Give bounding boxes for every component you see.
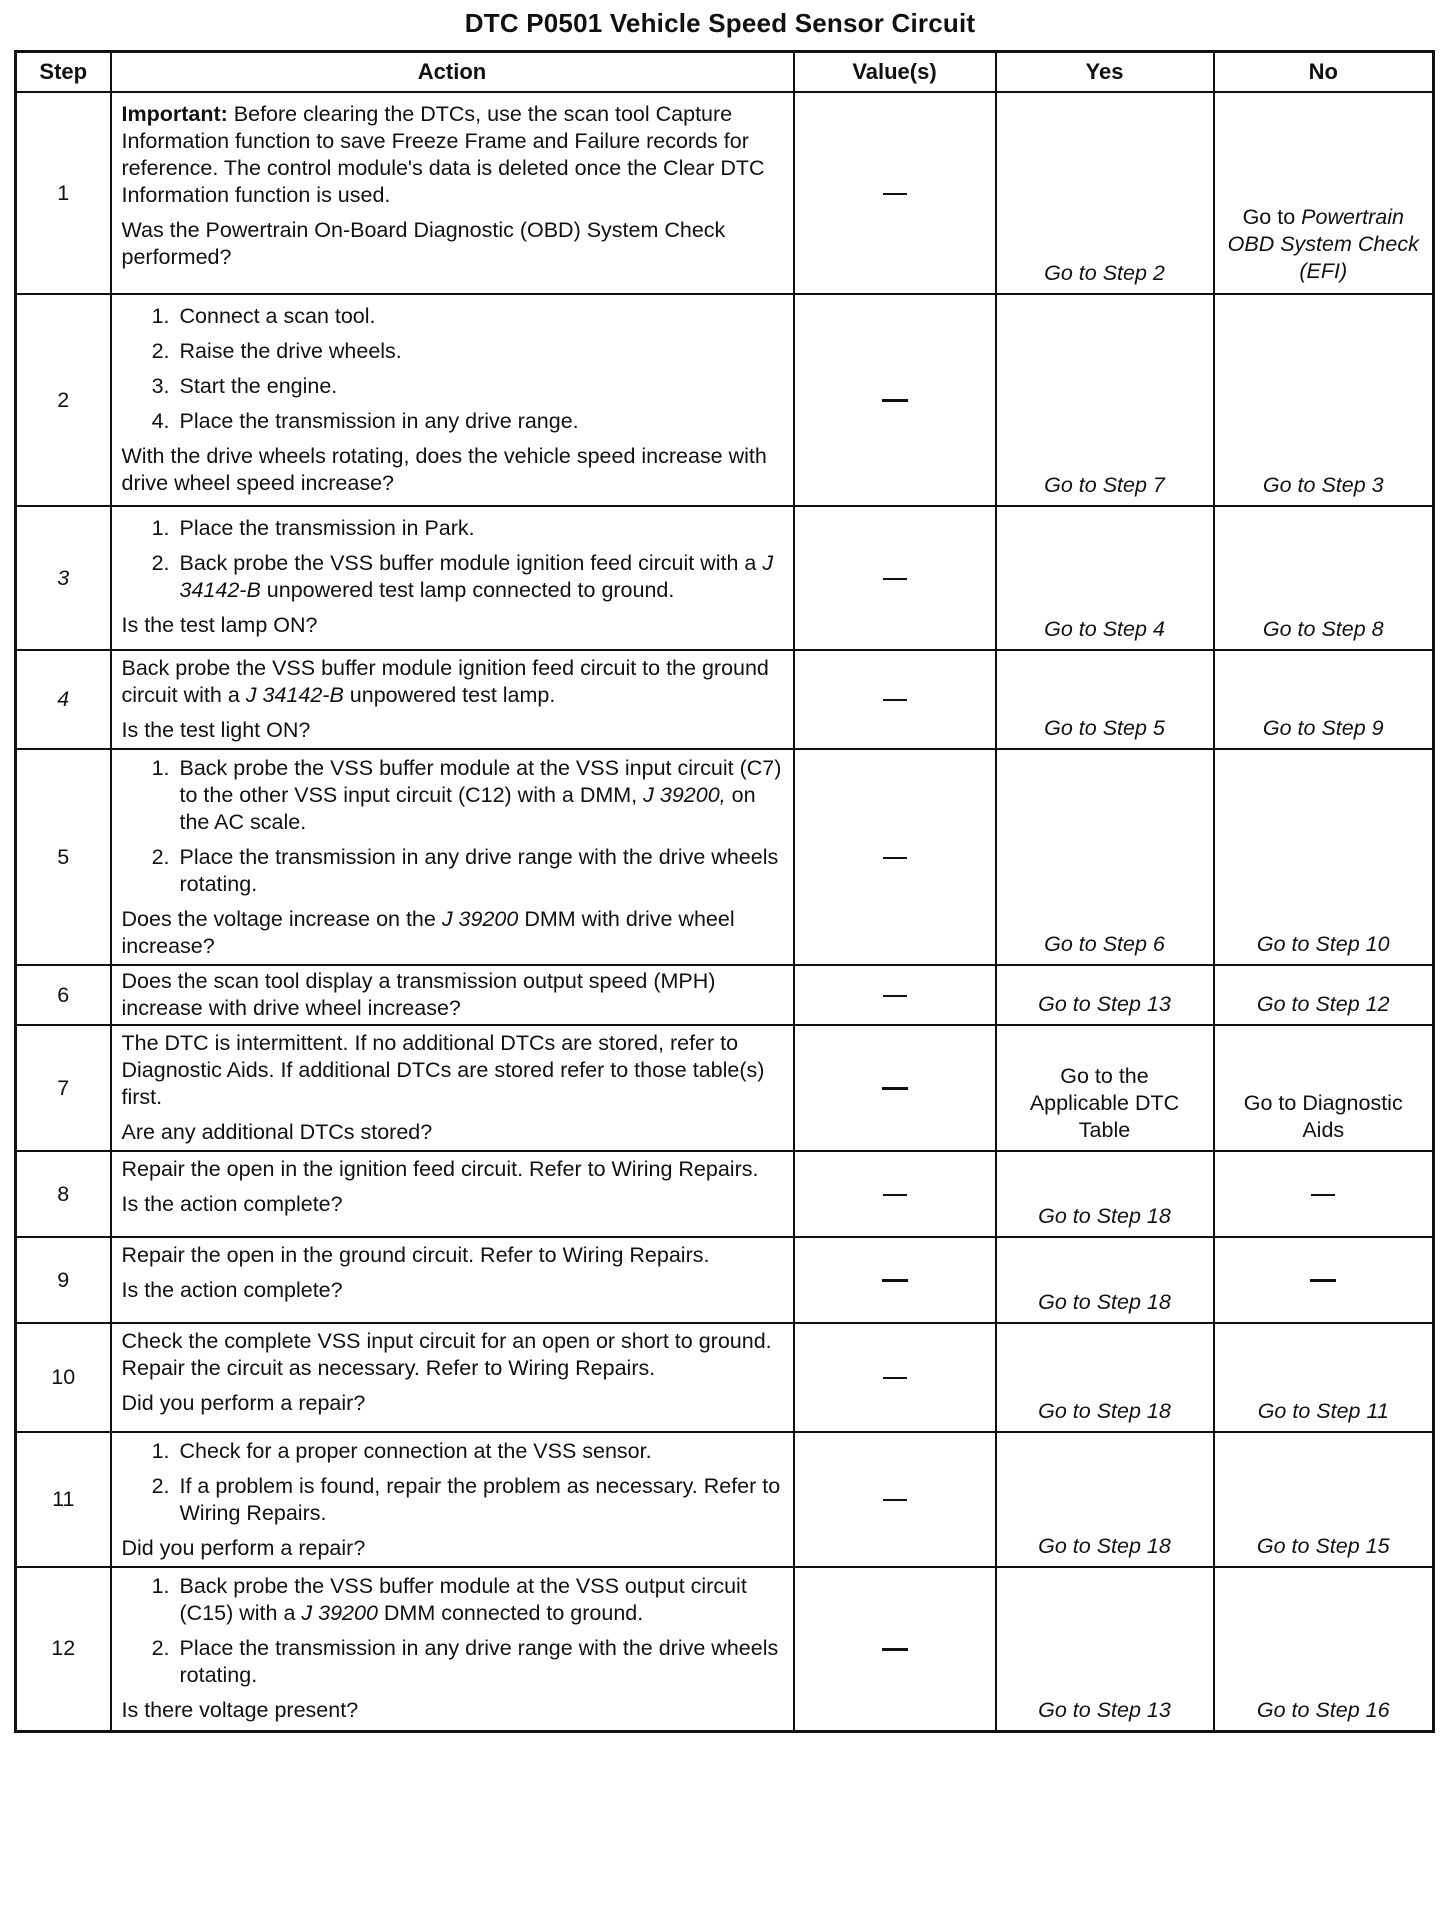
action-cell (111, 1323, 794, 1432)
step-number: 6 (16, 965, 111, 1025)
no-link[interactable]: Go to Diagnostic Aids (1214, 1025, 1434, 1151)
value-dash (882, 1648, 908, 1651)
step-number: 2 (16, 294, 111, 506)
step-number: 5 (16, 749, 111, 965)
action-text: Repair the open in the ignition feed circuit. Refer to Wiring Repairs. (121, 1157, 759, 1181)
table-row (16, 749, 1434, 965)
no-cell (1214, 1237, 1434, 1323)
value-cell (794, 749, 996, 965)
yes-link[interactable]: Go to Step 4 (996, 506, 1214, 650)
item-text: unpowered test lamp connected to ground. (266, 578, 675, 602)
yes-link[interactable]: Go to Step 18 (996, 1237, 1214, 1323)
question-text: Does the scan tool display a transmission output speed (MPH) increase with drive wheel increase? (121, 969, 716, 1020)
action-cell (111, 650, 794, 749)
value-dash (882, 399, 908, 402)
list-item (176, 550, 785, 604)
table-row (16, 1237, 1434, 1323)
item-text: Back probe the VSS buffer module at the VSS input circuit (C7) to the other VSS input circuit (C12) with a DMM, (179, 756, 782, 807)
list-item: 3. Start the engine. (176, 373, 785, 400)
no-dash (1310, 1279, 1336, 1282)
action-text: unpowered test lamp. (349, 683, 556, 707)
value-cell (794, 1432, 996, 1567)
question-text: Are any additional DTCs stored? (121, 1120, 433, 1144)
yes-link[interactable]: Go to Step 13 (996, 965, 1214, 1025)
action-cell (111, 1432, 794, 1567)
value-dash (883, 857, 907, 859)
action-text: Check the complete VSS input circuit for an open or short to ground. Repair the circuit as necessary. Refer to Wiring Repairs. (121, 1329, 772, 1380)
no-link[interactable]: Go to Step 15 (1214, 1432, 1434, 1567)
table-row (16, 1432, 1434, 1567)
value-cell (794, 1237, 996, 1323)
list-item: 2. Raise the drive wheels. (176, 338, 785, 365)
value-dash (883, 1499, 907, 1501)
step-list (122, 755, 785, 898)
step-number: 12 (16, 1567, 111, 1731)
header-values: Value(s) (794, 52, 996, 93)
header-yes: Yes (996, 52, 1214, 93)
value-cell (794, 294, 996, 506)
diagnostic-table (14, 50, 1435, 1733)
important-label: Important: (121, 102, 228, 126)
step-list (122, 1438, 785, 1527)
yes-link[interactable]: Go to Step 18 (996, 1151, 1214, 1237)
action-text: Back probe the VSS buffer module ignition feed circuit to the ground circuit with a (121, 656, 769, 707)
yes-link[interactable]: Go to Step 18 (996, 1432, 1214, 1567)
table-row (16, 92, 1434, 294)
action-cell (111, 1025, 794, 1151)
step-number: 10 (16, 1323, 111, 1432)
item-text: Back probe the VSS buffer module ignition feed circuit with a (179, 551, 757, 575)
table-row (16, 1323, 1434, 1432)
question-text: Is the action complete? (121, 1278, 343, 1302)
step-number: 4 (16, 650, 111, 749)
question-text (122, 906, 785, 960)
value-dash (882, 1087, 908, 1090)
table-row (16, 650, 1434, 749)
no-link[interactable] (1214, 92, 1434, 294)
action-cell (111, 92, 794, 294)
table-row (16, 294, 1434, 506)
step-number: 8 (16, 1151, 111, 1237)
list-item (176, 755, 785, 836)
value-cell (794, 1323, 996, 1432)
question-part: DMM with drive wheel increase? (121, 907, 735, 958)
value-cell (794, 1567, 996, 1731)
list-item: 2. Place the transmission in any drive range with the drive wheels rotating. (176, 844, 785, 898)
list-item: 2. Place the transmission in any drive range with the drive wheels rotating. (176, 1635, 785, 1689)
no-link[interactable]: Go to Step 16 (1214, 1567, 1434, 1731)
question-text: Was the Powertrain On-Board Diagnostic (OBD) System Check performed? (121, 218, 726, 269)
table-row (16, 965, 1434, 1025)
tool-name: J 39200 (301, 1601, 378, 1625)
yes-link[interactable]: Go to Step 7 (996, 294, 1214, 506)
no-prefix: Go to (1242, 205, 1296, 229)
tool-name: J 34142-B (245, 683, 344, 707)
value-dash (883, 1377, 907, 1379)
action-cell (111, 749, 794, 965)
step-number: 1 (16, 92, 111, 294)
list-item: 1. Connect a scan tool. (176, 303, 785, 330)
action-cell (111, 1151, 794, 1237)
tool-name: J 39200 (441, 907, 519, 931)
yes-link[interactable]: Go to Step 6 (996, 749, 1214, 965)
step-list (122, 1573, 785, 1689)
value-cell (794, 92, 996, 294)
table-row (16, 1151, 1434, 1237)
question-text: Did you perform a repair? (121, 1536, 366, 1560)
table-row (16, 1025, 1434, 1151)
no-cell (1214, 1151, 1434, 1237)
step-number: 3 (16, 506, 111, 650)
list-item (176, 1573, 785, 1627)
table-row (16, 1567, 1434, 1731)
value-dash (883, 995, 907, 997)
yes-link[interactable]: Go to Step 2 (996, 92, 1214, 294)
value-dash (883, 699, 907, 701)
header-action: Action (111, 52, 794, 93)
value-dash (883, 578, 907, 580)
step-list (122, 515, 785, 604)
no-link[interactable]: Go to Step 8 (1214, 506, 1434, 650)
yes-link[interactable]: Go to Step 13 (996, 1567, 1214, 1731)
no-link[interactable]: Go to Step 9 (1214, 650, 1434, 749)
list-item: 1. Place the transmission in Park. (176, 515, 785, 542)
question-text: Is the test lamp ON? (121, 613, 318, 637)
no-link[interactable]: Go to Step 3 (1214, 294, 1434, 506)
list-item: 4. Place the transmission in any drive range. (176, 408, 785, 435)
question-text: Is there voltage present? (121, 1698, 359, 1722)
list-item: 2. If a problem is found, repair the problem as necessary. Refer to Wiring Repairs. (176, 1473, 785, 1527)
no-italic: Powertrain OBD System Check (EFI) (1227, 205, 1419, 283)
action-text: Repair the open in the ground circuit. Refer to Wiring Repairs. (121, 1243, 710, 1267)
yes-link[interactable]: Go to Step 18 (996, 1323, 1214, 1432)
no-link[interactable]: Go to Step 10 (1214, 749, 1434, 965)
tool-name: J 34142-B (179, 551, 774, 602)
item-text: on the AC scale. (179, 783, 756, 834)
no-dash (1311, 1194, 1335, 1196)
step-number: 11 (16, 1432, 111, 1567)
value-cell (794, 1025, 996, 1151)
question-text: Did you perform a repair? (121, 1391, 366, 1415)
step-number: 7 (16, 1025, 111, 1151)
action-cell (111, 1237, 794, 1323)
item-text: Back probe the VSS buffer module at the VSS output circuit (C15) with a (179, 1574, 747, 1625)
table-header-row (16, 52, 1434, 93)
step-number: 9 (16, 1237, 111, 1323)
yes-link[interactable]: Go to Step 5 (996, 650, 1214, 749)
table-row (16, 506, 1434, 650)
action-cell (111, 1567, 794, 1731)
action-text: The DTC is intermittent. If no additional DTCs are stored, refer to Diagnostic Aids. If additional DTCs are stored refer to those table(s) first. (121, 1031, 765, 1109)
value-cell (794, 506, 996, 650)
no-link[interactable]: Go to Step 12 (1214, 965, 1434, 1025)
action-cell (111, 506, 794, 650)
item-text: DMM connected to ground. (383, 1601, 644, 1625)
value-cell (794, 1151, 996, 1237)
question-text: Is the test light ON? (121, 718, 311, 742)
no-link[interactable]: Go to Step 11 (1214, 1323, 1434, 1432)
list-item: 1. Check for a proper connection at the VSS sensor. (176, 1438, 785, 1465)
value-cell (794, 965, 996, 1025)
question-part: Does the voltage increase on the (121, 907, 436, 931)
step-list (122, 303, 785, 435)
tool-name: J 39200, (643, 783, 726, 807)
action-cell (111, 294, 794, 506)
question-text: Is the action complete? (121, 1192, 343, 1216)
value-cell (794, 650, 996, 749)
value-dash (883, 1194, 907, 1196)
question-text: With the drive wheels rotating, does the vehicle speed increase with drive wheel speed increase? (121, 444, 767, 495)
value-dash (882, 1279, 908, 1282)
page-title: DTC P0501 Vehicle Speed Sensor Circuit (464, 8, 976, 38)
important-text: Before clearing the DTCs, use the scan tool Capture Information function to save Freeze Frame and Failure records for reference. The control module's data is deleted once the Clear DTC Information function is used. (121, 102, 765, 207)
header-no: No (1214, 52, 1434, 93)
yes-link[interactable]: Go to the Applicable DTC Table (996, 1025, 1214, 1151)
header-step: Step (16, 52, 111, 93)
value-dash (883, 193, 907, 195)
action-cell (111, 965, 794, 1025)
